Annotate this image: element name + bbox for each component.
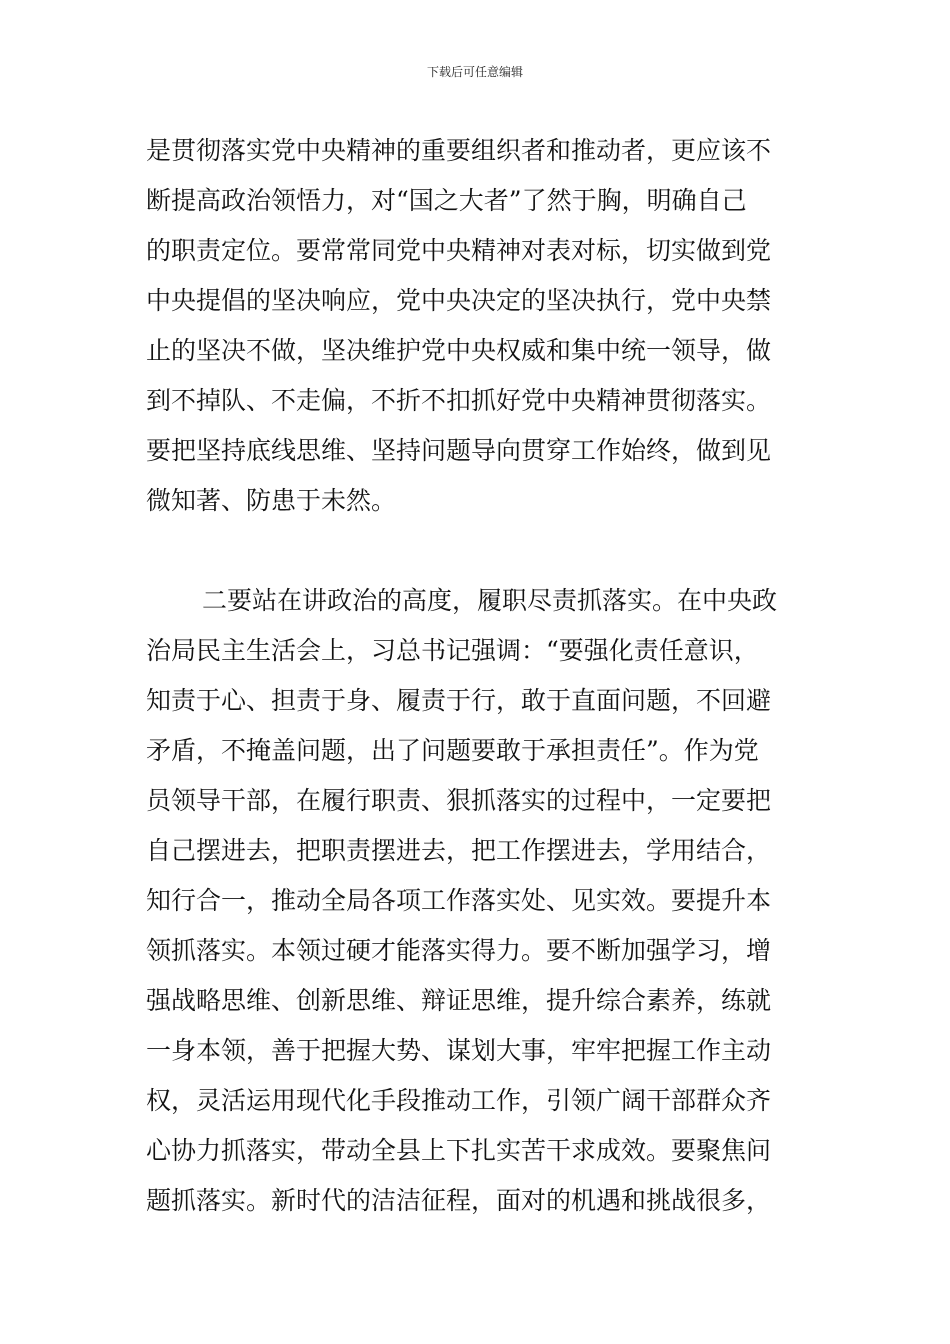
document-body xyxy=(146,126,810,1226)
text-line: 心协力抓落实，带动全县上下扎实苦干求成效。要聚焦问 xyxy=(146,1136,772,1165)
text-line: 知行合一，推动全局各项工作落实处、见实效。要提升本 xyxy=(146,886,772,915)
text-line: 一身本领，善于把握大势、谋划大事，牢牢把握工作主动 xyxy=(146,1036,772,1065)
text-line: 二要站在讲政治的高度，履职尽责抓落实。在中央政 xyxy=(202,586,778,615)
text-line: 要把坚持底线思维、坚持问题导向贯穿工作始终，做到见 xyxy=(146,436,772,465)
paragraph xyxy=(146,576,810,1226)
text-line: 领抓落实。本领过硬才能落实得力。要不断加强学习，增 xyxy=(146,936,772,965)
text-line: 自己摆进去，把职责摆进去，把工作摆进去，学用结合， xyxy=(146,836,772,865)
text-line: 题抓落实。新时代的洁洁征程，面对的机遇和挑战很多， xyxy=(146,1186,772,1215)
text-line: 权，灵活运用现代化手段推动工作，引领广阔干部群众齐 xyxy=(146,1086,772,1115)
text-line: 到不掉队、不走偏，不折不扣抓好党中央精神贯彻落实。 xyxy=(146,386,772,415)
paragraph xyxy=(146,126,810,526)
text-line: 强战略思维、创新思维、辩证思维，提升综合素养，练就 xyxy=(146,986,772,1015)
text-line: 止的坚决不做，坚决维护党中央权威和集中统一领导，做 xyxy=(146,336,772,365)
text-line: 断提高政治领悟力，对“国之大者”了然于胸，明确自己 xyxy=(146,186,747,215)
text-line: 微知著、防患于未然。 xyxy=(146,486,397,515)
text-line: 的职责定位。要常常同党中央精神对表对标，切实做到党 xyxy=(146,236,772,265)
text-line: 治局民主生活会上，习总书记强调：“要强化责任意识， xyxy=(146,636,759,665)
page-header: 下载后可任意编辑 xyxy=(426,65,523,79)
text-line: 员领导干部，在履行职责、狠抓落实的过程中，一定要把 xyxy=(146,786,772,815)
text-line: 矛盾，不掩盖问题，出了问题要敢于承担责任”。作为党 xyxy=(146,736,759,765)
paragraph-spacer xyxy=(146,526,810,576)
text-line: 中央提倡的坚决响应，党中央决定的坚决执行，党中央禁 xyxy=(146,286,772,315)
text-line: 知责于心、担责于身、履责于行，敢于直面问题，不回避 xyxy=(146,686,772,715)
text-line: 是贯彻落实党中央精神的重要组织者和推动者，更应该不 xyxy=(146,136,772,165)
